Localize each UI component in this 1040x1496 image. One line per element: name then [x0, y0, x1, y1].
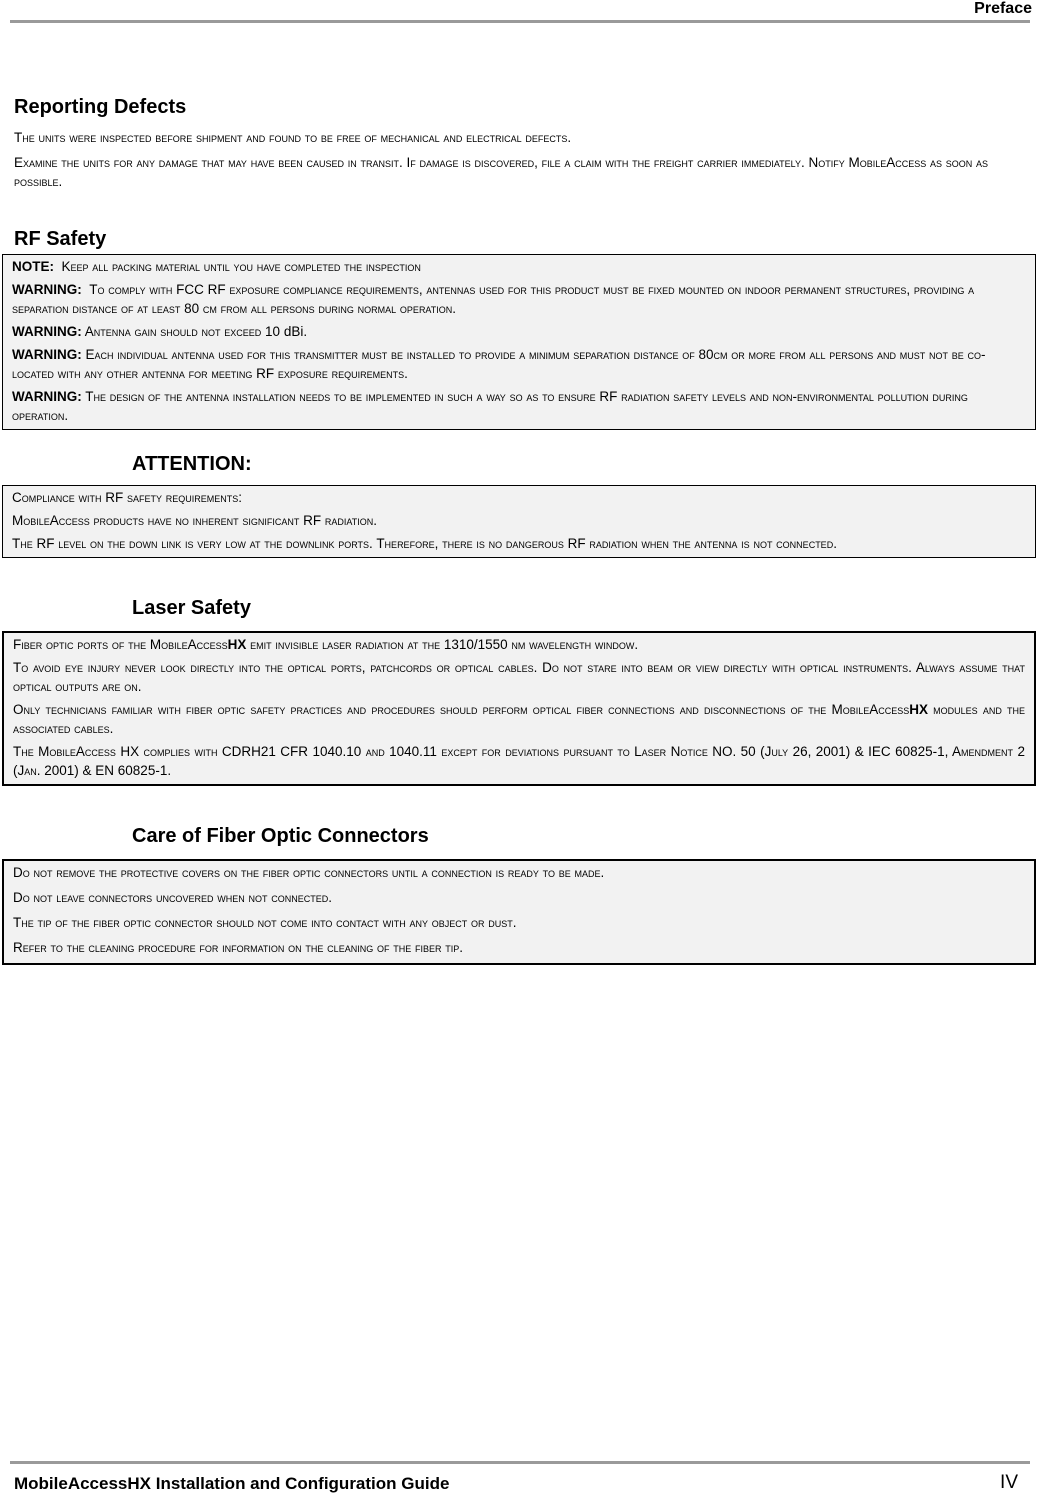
attention-line-2 [12, 511, 1026, 530]
text: 80 [184, 301, 200, 316]
laser-line-2: To avoid eye injury never look directly into the optical ports, patchcords or optical cables. Do not stare into beam or view directly with optical instruments. Always assume that optical outputs are on. [13, 660, 1025, 694]
text: nm wavelength window. [507, 637, 639, 652]
text: . [167, 763, 172, 778]
text: exposure compliance requirements, antennas used for this product must be fixed mounted on indoor permanent structures, providing a separation distance of at least [12, 282, 975, 316]
text: 26, 2001) & IEC 60825-1, [792, 744, 949, 759]
reporting-paragraph-2: Examine the units for any damage that may have been caused in transit. If damage is discovered, file a claim with the freight carrier immediately. Notify MobileAccess as soon as possible. [14, 155, 989, 189]
text: MobileAccess products have no inherent significant [12, 513, 304, 528]
text: FCC RF [176, 282, 226, 297]
text: The design of the antenna installation needs to be implemented in such a way so as to ensure [81, 389, 600, 404]
attention-line-1 [12, 488, 1026, 507]
text: Fiber optic ports of the MobileAccess [13, 637, 228, 652]
text: RF [567, 536, 586, 551]
text: The MobileAccess HX complies with [13, 744, 222, 759]
care-line-4: Refer to the cleaning procedure for information on the cleaning of the fiber tip. [13, 940, 463, 955]
text: safety requirements: [123, 490, 243, 505]
text: Each individual antenna used for this transmitter must be installed to provide a minimum separation distance of [81, 347, 699, 362]
text: RF [36, 536, 55, 551]
rf-warning-2 [12, 322, 1026, 341]
text: 2001) & EN 60825-1 [44, 763, 168, 778]
header-divider [10, 20, 1030, 23]
text: exposure requirements. [274, 366, 408, 381]
text: RF [256, 366, 275, 381]
text: The [12, 536, 37, 551]
footer-page-number: IV [1000, 1472, 1018, 1493]
attention-heading: ATTENTION: [132, 453, 252, 475]
rf-safety-box [2, 254, 1036, 430]
rf-warning-4 [12, 387, 1026, 425]
laser-line-1 [13, 635, 1025, 654]
text: (July [755, 744, 793, 759]
text: Antenna gain should not exceed [81, 324, 266, 339]
warning-label: WARNING: [12, 347, 82, 362]
text: . [303, 324, 308, 339]
text: modules and the associated cables. [13, 702, 1025, 736]
text: 1310/1550 [443, 637, 508, 652]
care-box [2, 859, 1036, 965]
text: cm or more from all persons and must not be co-located with any other antenna for meeting [12, 347, 986, 381]
care-line-1: Do not remove the protective covers on the fiber optic connectors until a connection is ready to be made. [13, 865, 605, 880]
text: level on the down link is very low at the downlink ports. Therefore, there is no dangerous [54, 536, 568, 551]
laser-line-3 [13, 700, 1025, 738]
footer-guide-title: MobileAccessHX Installation and Configuration Guide [14, 1474, 450, 1493]
warning-label: WARNING: [12, 389, 82, 404]
text: HX [909, 702, 928, 717]
text: HX [227, 637, 247, 652]
rf-warning-1 [12, 280, 1026, 318]
text: To comply with [89, 282, 177, 297]
text: Only technicians familiar with fiber optic safety practices and procedures should perform optical fiber connections and disconnections of the MobileAccess [13, 702, 910, 717]
text: 80 [698, 347, 714, 362]
text: except for deviations pursuant to Laser Notice [436, 744, 713, 759]
note-label: NOTE: [12, 259, 54, 274]
text: Amendment [948, 744, 1018, 759]
text: emit invisible laser radiation at the [246, 637, 444, 652]
laser-safety-heading: Laser Safety [132, 597, 251, 619]
text: RF [105, 490, 124, 505]
text: Compliance with [12, 490, 106, 505]
text: and [361, 744, 390, 759]
text: 2 [1017, 744, 1025, 759]
text: (Jan. [13, 763, 45, 778]
text: NO. 50 [712, 744, 756, 759]
attention-box [2, 485, 1036, 558]
text: radiation when the antenna is not connected. [585, 536, 837, 551]
page-header-title: Preface [974, 0, 1032, 17]
rf-safety-heading: RF Safety [14, 228, 107, 250]
footer-divider [10, 1461, 1030, 1464]
care-heading: Care of Fiber Optic Connectors [132, 825, 429, 847]
text: radiation safety levels and non-environmental pollution during operation. [12, 389, 968, 423]
laser-line-4 [13, 742, 1025, 780]
care-line-2: Do not leave connectors uncovered when not connected. [13, 890, 332, 905]
text: 1040.11 [389, 744, 437, 759]
text: RF [599, 389, 618, 404]
reporting-paragraph-1: The units were inspected before shipment and found to be free of mechanical and electrical defects. [14, 130, 572, 145]
rf-warning-3 [12, 345, 1026, 383]
reporting-defects-heading: Reporting Defects [14, 96, 187, 118]
text: radiation. [321, 513, 377, 528]
attention-line-3 [12, 534, 1026, 553]
note-text: Keep all packing material until you have completed the inspection [61, 259, 421, 274]
warning-label: WARNING: [12, 282, 82, 297]
text: cm from all persons during normal operation. [199, 301, 457, 316]
text: CDRH21 CFR 1040.10 [221, 744, 362, 759]
laser-safety-box [2, 631, 1036, 786]
care-line-3: The tip of the fiber optic connector should not come into contact with any object or dust. [13, 915, 517, 930]
rf-note [12, 257, 1026, 276]
text: 10 dBi [265, 324, 304, 339]
warning-label: WARNING: [12, 324, 82, 339]
text: RF [303, 513, 322, 528]
